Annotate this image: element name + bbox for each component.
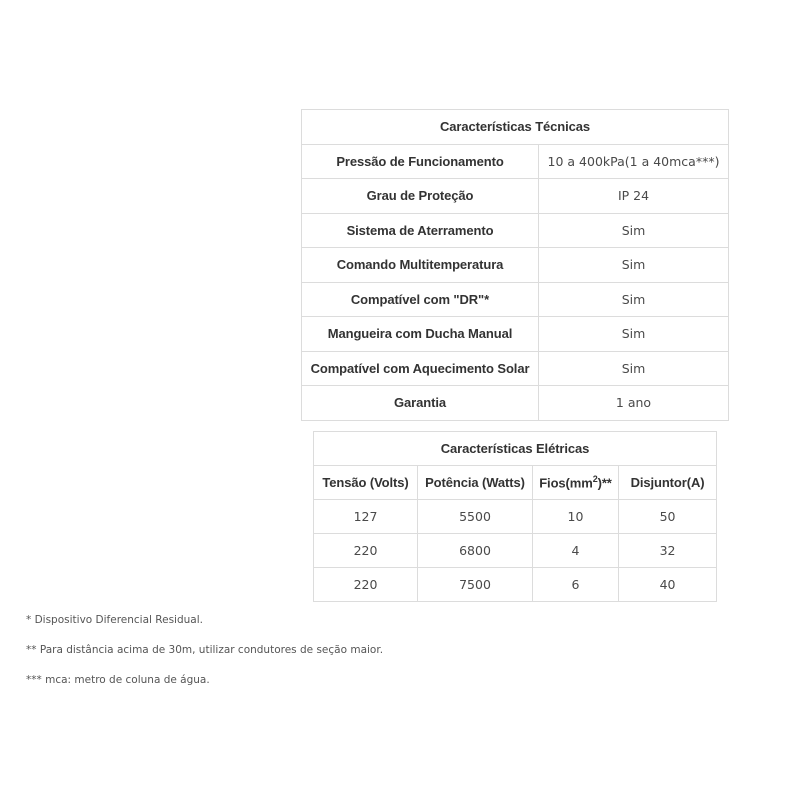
spec-value: 1 ano (539, 386, 729, 421)
spec-label: Sistema de Aterramento (302, 213, 539, 248)
wires-cell: 6 (533, 568, 619, 602)
table-row (302, 386, 729, 421)
wires-cell: 10 (533, 500, 619, 534)
footnotes (26, 612, 383, 702)
footnote: * Dispositivo Diferencial Residual. (26, 614, 203, 626)
spec-label: Garantia (302, 386, 539, 421)
technical-specs-table (301, 109, 729, 421)
spec-label: Compatível com Aquecimento Solar (302, 351, 539, 386)
spec-label: Compatível com "DR"* (302, 282, 539, 317)
technical-specs-title: Características Técnicas (302, 110, 729, 145)
breaker-cell: 50 (619, 500, 717, 534)
breaker-cell: 40 (619, 568, 717, 602)
table-row (302, 351, 729, 386)
spec-label: Grau de Proteção (302, 179, 539, 214)
table-row (302, 144, 729, 179)
table-row (314, 534, 717, 568)
table-row (302, 282, 729, 317)
voltage-cell: 220 (314, 568, 418, 602)
electrical-specs-title: Características Elétricas (314, 432, 717, 466)
spec-label: Mangueira com Ducha Manual (302, 317, 539, 352)
spec-value: Sim (539, 282, 729, 317)
spec-value: IP 24 (539, 179, 729, 214)
table-row (302, 317, 729, 352)
spec-label: Comando Multitemperatura (302, 248, 539, 283)
wires-header-suffix: )** (597, 475, 612, 491)
electrical-specs-table (313, 431, 717, 602)
breaker-cell: 32 (619, 534, 717, 568)
electrical-specs-title-row (314, 432, 717, 466)
spec-value: Sim (539, 351, 729, 386)
wires-header-superscript: 2 (592, 474, 598, 485)
table-header-row (314, 466, 717, 500)
footnote: ** Para distância acima de 30m, utilizar condutores de seção maior. (26, 644, 384, 656)
power-cell: 5500 (418, 500, 533, 534)
spec-label: Pressão de Funcionamento (302, 144, 539, 179)
table-row (302, 248, 729, 283)
spec-value: Sim (539, 248, 729, 283)
spec-value: Sim (539, 317, 729, 352)
column-header-breaker: Disjuntor(A) (619, 466, 717, 500)
technical-specs-title-row (302, 110, 729, 145)
table-row (314, 500, 717, 534)
spec-value: Sim (539, 213, 729, 248)
wires-header-prefix: Fios(mm (539, 475, 593, 491)
table-row (314, 568, 717, 602)
wires-cell: 4 (533, 534, 619, 568)
footnote: *** mca: metro de coluna de água. (26, 674, 210, 686)
column-header-wires (533, 466, 619, 500)
spec-value: 10 a 400kPa(1 a 40mca***) (539, 144, 729, 179)
table-row (302, 213, 729, 248)
column-header-voltage: Tensão (Volts) (314, 466, 418, 500)
power-cell: 6800 (418, 534, 533, 568)
table-row (302, 179, 729, 214)
column-header-power: Potência (Watts) (418, 466, 533, 500)
power-cell: 7500 (418, 568, 533, 602)
voltage-cell: 220 (314, 534, 418, 568)
voltage-cell: 127 (314, 500, 418, 534)
